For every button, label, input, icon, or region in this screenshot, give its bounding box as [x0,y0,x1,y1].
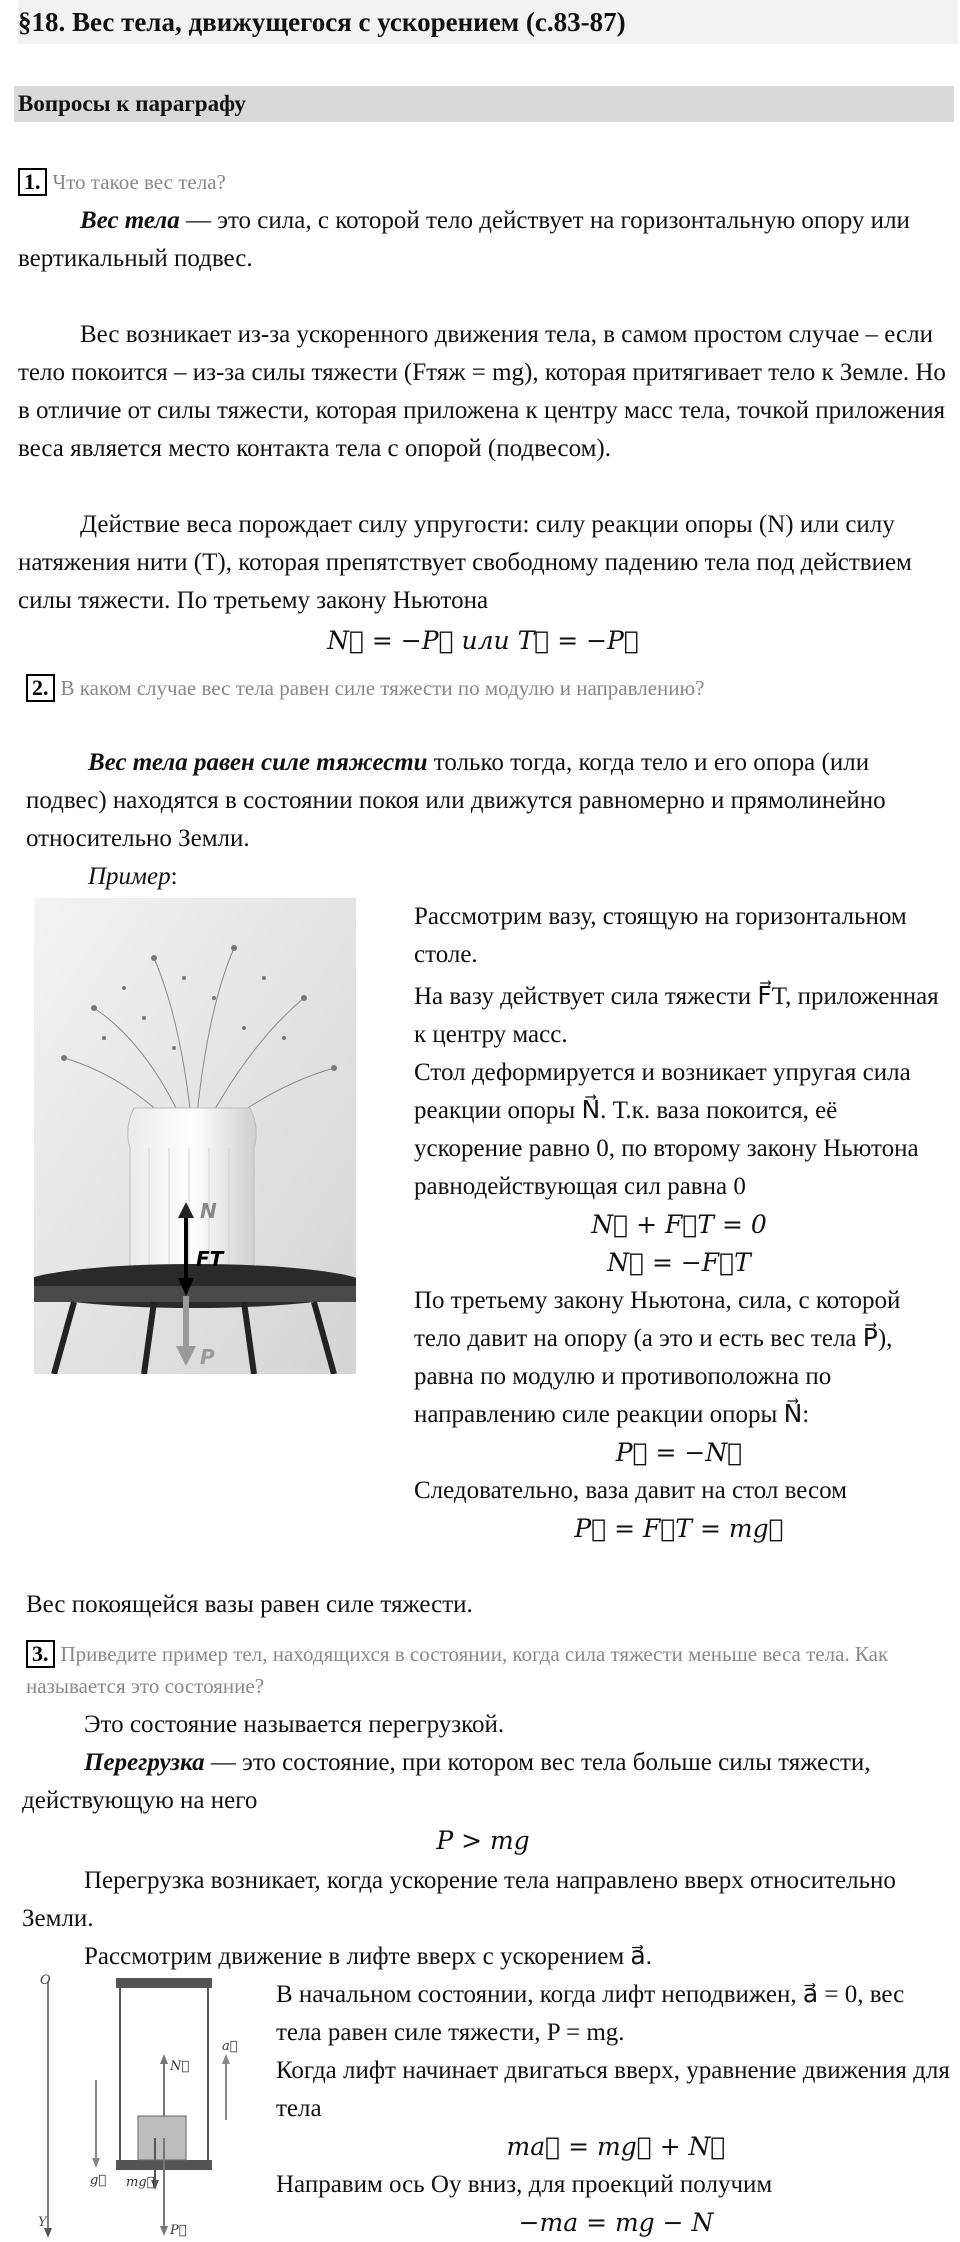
svg-text:Y: Y [38,2215,47,2230]
normal-force-label: N [200,1199,217,1223]
svg-text:a⃗: a⃗ [222,2039,238,2054]
formula: P⃗ = −N⃗ [615,1438,743,1467]
svg-text:P⃗: P⃗ [170,2223,187,2238]
svg-text:mg⃗: mg⃗ [126,2175,155,2190]
question-number: 3. [26,1640,55,1668]
conclusion: Вес покоящейся вазы равен силе тяжести. [26,1591,473,1618]
question-number: 2. [26,674,55,702]
question-text: Что такое вес тела? [52,170,226,194]
term: Вес тела равен силе тяжести [88,749,428,776]
example-label: Пример: [88,863,178,890]
formula: P > mg [436,1826,530,1855]
paragraph: Вес возникает из-за ускоренного движения тела, в самом простом случае – если тело покоится – из-за силы тяжести (Fтяж = mg), которая притягивает тело к Земле. Но в отличие от силы тяжести, которая приложена к центру масс тела, точкой приложения веса является место контакта тела с опорой (подвесом). [18,321,946,462]
formula: N⃗ + F⃗T = 0 [591,1210,767,1239]
gravity-force-label: FT [196,1247,224,1271]
paragraph: Действие веса порождает силу упругости: силу реакции опоры (N) или силу натяжения нити (T), которая препятствует свободному падению тела под действием силы тяжести. По третьему закону Ньютона [18,511,912,614]
formula: N⃗ = −P⃗ или T⃗ = −P⃗ [327,626,639,655]
paragraph: Это состояние называется перегрузкой. [84,1711,505,1738]
formula: ma⃗ = mg⃗ + N⃗ [506,2132,726,2161]
paragraph: Вес тела равен силе тяжести только тогда, когда тело и его опора (или подвес) находятся в состоянии покоя или движутся равномерно и прямолинейно относительно Земли. [26,749,886,852]
formula: N⃗ = −F⃗T [607,1248,751,1277]
term: Вес тела [80,207,180,234]
elevator-diagram [30,1950,260,2239]
definition-paragraph [18,202,948,278]
definition-text: — это сила, с которой тело действует на горизонтальную опору или вертикальный подвес. [18,207,910,272]
definition-paragraph: Перегрузка — это состояние, при котором вес тела больше силы тяжести, действующую на него [22,1749,871,1814]
elevator-explanation: В начальном состоянии, когда лифт неподвижен, a⃗ = 0, вес тела равен силе тяжести, P = mg. Когда лифт начинает двигаться вверх, уравнение движения для тела ma⃗ = mg⃗ + N⃗ Направим ось Оу вниз, для проекций получим −ma = mg − N [276,1976,956,2242]
formula: P⃗ = F⃗T = mg⃗ [574,1514,784,1543]
section-heading: Вопросы к параграфу [14,86,954,122]
question-2 [26,672,956,704]
paragraph: Перегрузка возникает, когда ускорение тела направлено вверх относительно Земли. [22,1867,896,1932]
vase-photo [34,898,356,1374]
paragraph: Рассмотрим движение в лифте вверх с ускорением a⃗. [84,1943,653,1970]
term: Перегрузка [84,1749,205,1776]
question-1 [18,166,948,198]
formula: −ma = mg − N [518,2208,714,2237]
vase-explanation: Рассмотрим вазу, стоящую на горизонтальном столе. На вазу действует сила тяжести F⃗T, приложенная к центру масс. Стол деформируется и возникает упругая сила реакции опоры N⃗. Т.к. ваза покоится, её ускорение равно 0, по второму закону Ньютона равнодействующая сил равна 0 N⃗ + F⃗T = 0 N⃗ = −F⃗T По третьему закону Ньютона, сила, с которой тело давит на опору (а это и есть вес тела P⃗), равна по модулю и противоположна по направлению силе реакции опоры N⃗: P⃗ = −N⃗ Следовательно, ваза давит на стол весом P⃗ = F⃗T = mg⃗ [414,898,944,1548]
question-3 [26,1638,956,1702]
weight-label: P [200,1345,215,1369]
svg-text:O: O [40,1973,51,1988]
question-text: Приведите пример тел, находящихся в состоянии, когда сила тяжести меньше веса тела. Как называется это состояние? [26,1642,889,1698]
question-text: В каком случае вес тела равен силе тяжести по модулю и направлению? [60,676,705,700]
svg-text:g⃗: g⃗ [90,2173,107,2188]
question-number: 1. [18,168,47,196]
page-title: §18. Вес тела, движущегося с ускорением (с.83-87) [18,0,958,44]
svg-text:N⃗: N⃗ [170,2059,190,2074]
